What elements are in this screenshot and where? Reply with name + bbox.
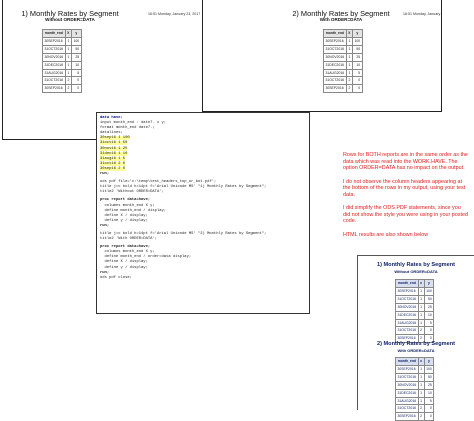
report-2-subtitle: With ORDER=DATA [319,17,363,23]
table-row [396,397,434,405]
column-header: x [418,280,424,288]
table-cell: 5 [424,319,434,327]
datalines-row: 31oct16 2 0 [100,161,126,166]
table-row [396,303,434,311]
table-cell: 10 [424,389,434,397]
code-line: ods pdf file='c:\temp\test_headers_top_or_bot.pdf'; [100,180,217,185]
code-line: columns month_end X y; [100,203,155,208]
table-header-row [396,280,434,288]
code-line: define month_end / display; [100,208,167,213]
datalines-row: 31dec16 1 10 [100,151,128,156]
table-cell: 1 [65,69,71,77]
code-line: data have; [100,116,123,120]
table-cell: 30SEP2016 [396,287,419,295]
table-header-row [396,358,434,366]
table-cell: 1 [346,61,352,69]
html-report-1-title-block [361,263,471,274]
code-line: title j=c bold h=14pt f='Arial Unicode MS' "1) Monthly Rates by Segment"; [100,185,267,190]
report-1-title-block [11,10,129,23]
code-line: proc report data=have; [100,245,151,250]
report-1-table [42,29,82,93]
report-2-table [323,29,363,93]
table-row [324,77,363,85]
column-header: month_end [43,30,66,38]
code-line: define month_end / order=data display; [100,255,192,260]
table-row [396,405,434,413]
table-cell: 0 [352,77,362,85]
table-cell: 25 [352,53,362,61]
note-order-data: Rows for BOTH reports are in the same order as the data which was read into the WORK.HAVE. The option ORDER=DATA has no impact on the output. [343,152,468,171]
report-1-timestamp: 16:51 Monday, January 23, 2017 [148,12,201,16]
table-row [396,319,434,327]
table-cell: 31AUG2016 [396,397,419,405]
table-row [324,61,363,69]
code-line: run; [100,223,110,228]
table-cell: 31OCT2016 [396,295,419,303]
column-header: month_end [324,30,347,38]
table-cell: 1 [418,365,424,373]
table-cell: 10 [424,311,434,319]
table-row [43,37,82,45]
code-line: define X / display; [100,260,148,265]
table-row [43,61,82,69]
code-line: format month_end date7.; [100,126,155,131]
table-cell: 1 [346,69,352,77]
note-headers: I do not observe the column headers appearing at the bottom of the rows in my output, using your test data. [343,178,466,198]
table-cell: 31DEC2016 [396,311,419,319]
table-header-row [43,30,82,38]
html-report-1-title: 1) Monthly Rates by Segment [376,262,455,268]
table-cell: 50 [424,373,434,381]
code-line: run; [100,270,110,275]
table-cell: 0 [71,77,81,85]
table-cell: 5 [352,69,362,77]
table-cell: 1 [418,389,424,397]
code-line: ods pdf close; [100,275,132,280]
table-cell: 10 [71,61,81,69]
report-1-subtitle: Without ORDER=DATA [45,17,95,23]
table-row [396,327,434,335]
table-cell: 25 [424,303,434,311]
table-cell: 1 [65,61,71,69]
table-cell: 1 [346,53,352,61]
column-header: y [352,30,362,38]
table-cell: 30SEP2016 [324,85,347,93]
table-cell: 2 [418,327,424,335]
table-cell: 31AUG2016 [396,319,419,327]
table-cell: 2 [65,77,71,85]
table-cell: 2 [418,413,424,421]
table-row [324,45,363,53]
table-cell: 2 [418,335,424,343]
table-cell: 5 [424,397,434,405]
table-cell: 31DEC2016 [324,61,347,69]
code-line: columns month_end X y; [100,250,155,255]
table-row [396,287,434,295]
table-cell: 10 [352,61,362,69]
code-line: title2 'Without ORDER=DATA'; [100,190,164,195]
note-ods-pdf: I did simplify the ODS PDF statements, since you did not show the style you were using in your posted code. [343,205,468,224]
html-report-1-table [395,279,434,343]
table-cell: 30SEP2016 [396,335,419,343]
table-cell: 100 [352,37,362,45]
table-cell: 1 [65,37,71,45]
report-2-title-block [289,10,393,23]
table-cell: 100 [71,37,81,45]
sas-code-panel[interactable] [96,112,310,314]
datalines-row: 30nov16 1 25 [100,146,128,151]
table-cell: 0 [424,335,434,343]
table-cell: 0 [424,405,434,413]
table-header-row [324,30,363,38]
report-1-title: 1) Monthly Rates by Segment [21,9,119,18]
column-header: y [424,280,434,288]
code-line: define y / display; [100,265,148,270]
table-cell: 50 [352,45,362,53]
table-cell: 31DEC2016 [43,61,66,69]
table-cell: 0 [71,85,81,93]
table-cell: 1 [418,311,424,319]
column-header: x [418,358,424,366]
table-cell: 31OCT2016 [324,77,347,85]
table-cell: 31OCT2016 [396,327,419,335]
column-header: month_end [396,358,419,366]
table-cell: 31OCT2016 [396,373,419,381]
table-cell: 25 [71,53,81,61]
table-cell: 1 [418,381,424,389]
table-row [43,77,82,85]
table-cell: 1 [65,45,71,53]
table-cell: 1 [418,287,424,295]
table-cell: 30SEP2016 [43,85,66,93]
table-cell: 30SEP2016 [396,413,419,421]
table-cell: 30NOV2016 [396,381,419,389]
table-cell: 1 [346,45,352,53]
table-cell: 25 [424,381,434,389]
datalines-row: 30sep16 1 100 [100,136,130,141]
table-cell: 50 [71,45,81,53]
table-row [396,381,434,389]
column-header: X [346,30,352,38]
report-2-timestamp: 16:51 Monday, January [403,12,441,16]
column-header: X [65,30,71,38]
table-cell: 0 [352,85,362,93]
html-report-2-title: 2) Monthly Rates by Segment [376,341,455,347]
table-cell: 1 [346,37,352,45]
table-row [324,85,363,93]
datalines-row: 31aug16 1 5 [100,156,126,161]
table-cell: 31AUG2016 [43,69,66,77]
table-cell: 100 [424,365,434,373]
table-cell: 1 [418,295,424,303]
code-line: proc report data=have; [100,198,151,203]
pdf-page-report-2 [202,0,442,112]
table-cell: 1 [418,319,424,327]
code-line: run; [100,172,110,177]
table-row [396,389,434,397]
table-row [396,365,434,373]
datalines-row: 30sep16 2 0 [100,166,126,171]
column-header: y [71,30,81,38]
table-cell: 2 [346,77,352,85]
html-report-2-table [395,357,434,421]
column-header: y [424,358,434,366]
html-results-panel [357,255,474,419]
table-cell: 5 [71,69,81,77]
note-html-results: HTML results are also shown below [343,231,429,238]
table-row [396,373,434,381]
table-cell: 50 [424,295,434,303]
table-cell: 1 [418,397,424,405]
table-row [43,53,82,61]
table-cell: 30SEP2016 [396,365,419,373]
code-line: input month_end : date7. x y; [100,121,167,126]
table-row [324,69,363,77]
html-report-2-title-block [361,342,471,353]
table-cell: 31OCT2016 [43,77,66,85]
table-cell: 0 [424,327,434,335]
html-report-2-subtitle: With ORDER=DATA [397,347,435,353]
table-cell: 30NOV2016 [396,303,419,311]
table-cell: 30SEP2016 [324,37,347,45]
table-cell: 1 [418,303,424,311]
table-cell: 31OCT2016 [396,405,419,413]
table-row [324,37,363,45]
table-cell: 30SEP2016 [43,37,66,45]
code-line: title j=c bold h=14pt f='Arial Unicode MS' "2) Monthly Rates by Segment"; [100,231,267,236]
table-cell: 0 [424,413,434,421]
table-cell: 30NOV2016 [324,53,347,61]
table-row [324,53,363,61]
table-cell: 100 [424,287,434,295]
table-cell: 31AUG2016 [324,69,347,77]
table-row [43,85,82,93]
datalines-row: 31oct16 1 50 [100,141,128,146]
code-line: define y / display; [100,218,148,223]
table-cell: 31OCT2016 [324,45,347,53]
code-line: title2 'With ORDER=DATA'; [100,237,157,242]
table-cell: 2 [418,405,424,413]
table-cell: 1 [65,53,71,61]
table-cell: 30NOV2016 [43,53,66,61]
table-cell: 1 [418,373,424,381]
table-cell: 31OCT2016 [43,45,66,53]
table-row [396,413,434,421]
report-2-title: 2) Monthly Rates by Segment [292,9,390,18]
explanation-notes [343,152,469,238]
table-cell: 31DEC2016 [396,389,419,397]
column-header: month_end [396,280,419,288]
table-cell: 2 [346,85,352,93]
html-report-1-subtitle: Without ORDER=DATA [394,268,438,274]
table-row [43,69,82,77]
table-row [396,311,434,319]
code-line: datalines; [100,131,123,136]
code-line: define X / display; [100,213,148,218]
table-cell: 2 [65,85,71,93]
table-row [396,295,434,303]
table-row [43,45,82,53]
